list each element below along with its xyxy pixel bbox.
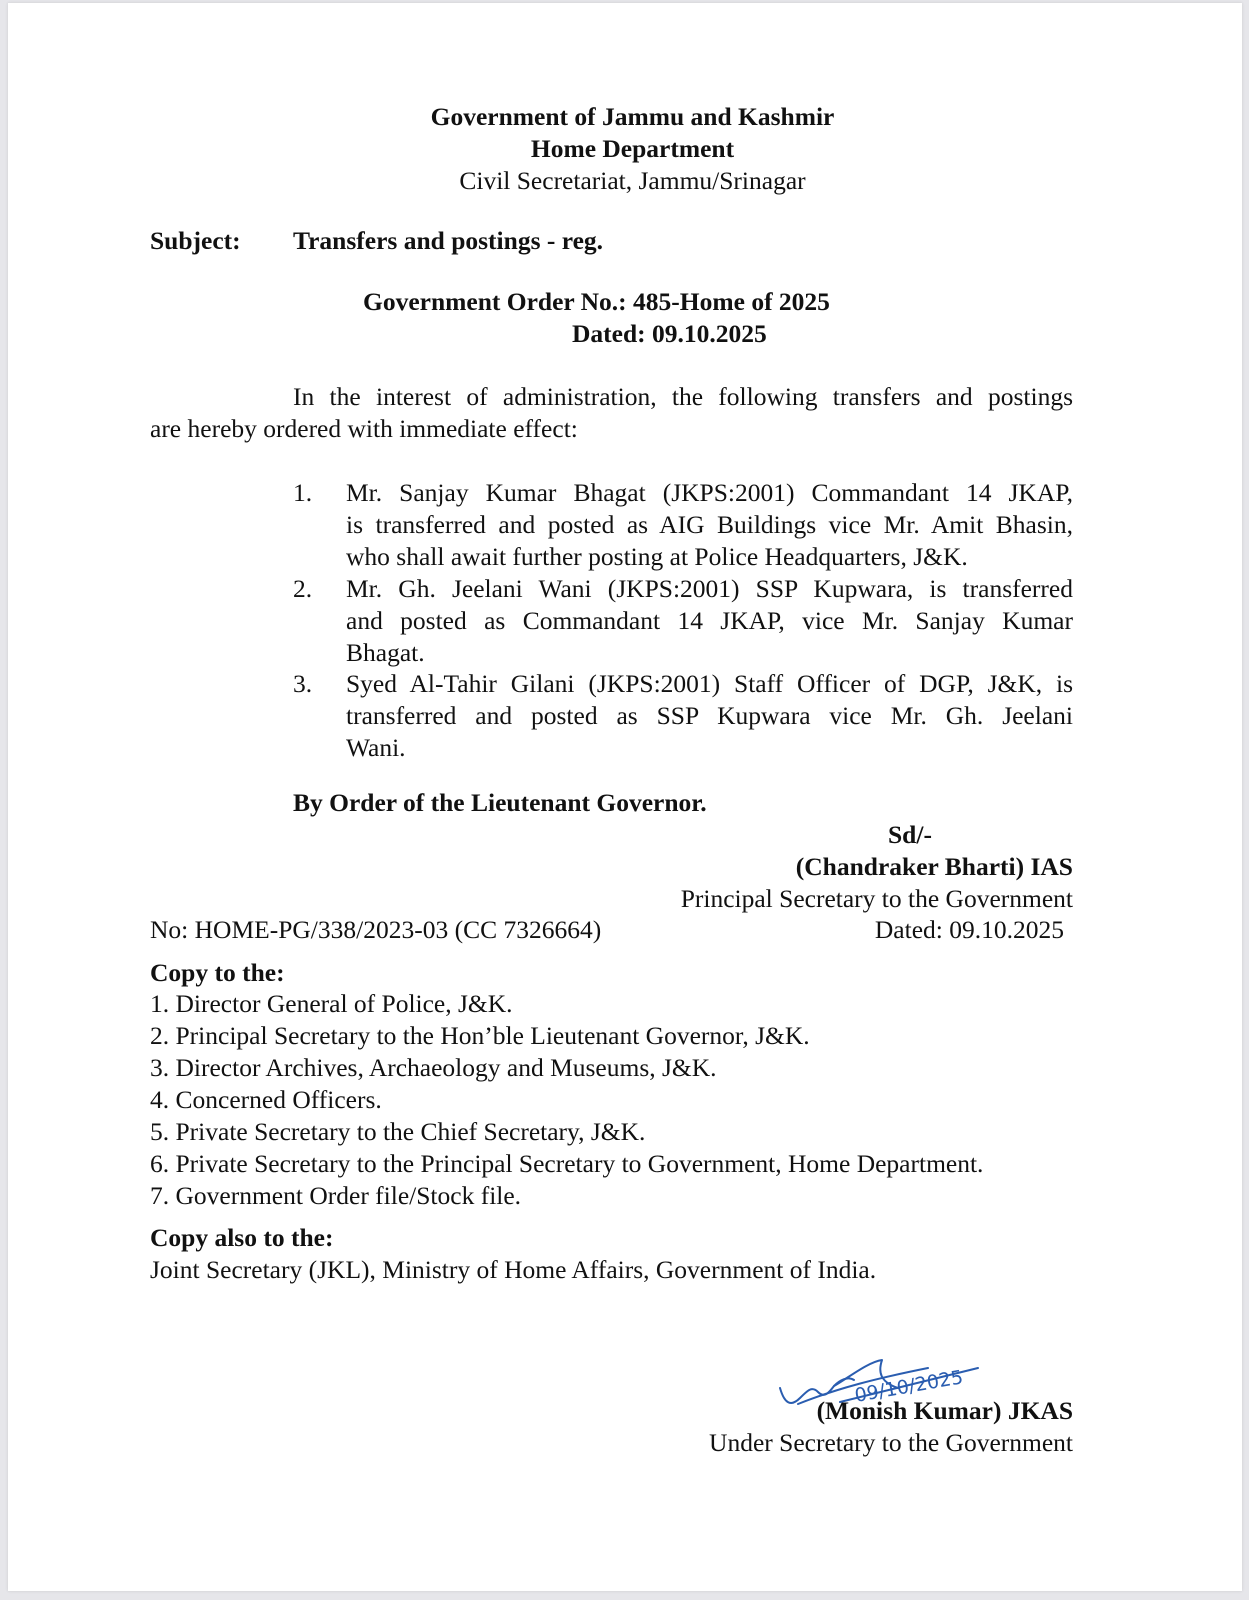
order-date: Dated: 09.10.2025 [572, 319, 767, 348]
transfer-number: 1. [293, 478, 313, 507]
attesting-officer-name: (Monish Kumar) JKAS [816, 1396, 1073, 1425]
intro-line-2: are hereby ordered with immediate effect: [150, 414, 578, 443]
copy-to-item: 5. Private Secretary to the Chief Secretary, J&K. [150, 1117, 646, 1146]
transfer-line: Syed Al-Tahir Gilani (JKPS:2001) Staff Officer of DGP, J&K, is [346, 669, 1073, 698]
transfer-line: who shall await further posting at Police Headquarters, J&K. [346, 542, 968, 571]
copy-to-item: 6. Private Secretary to the Principal Secretary to Government, Home Department. [150, 1149, 984, 1178]
government-heading: Government of Jammu and Kashmir [430, 102, 835, 131]
department-heading: Home Department [530, 134, 735, 163]
signed-mark: Sd/- [888, 820, 932, 849]
copy-to-item: 2. Principal Secretary to the Hon’ble Lieutenant Governor, J&K. [150, 1021, 810, 1050]
copy-to-item: 7. Government Order file/Stock file. [150, 1181, 522, 1210]
intro-line-1: In the interest of administration, the following transfers and postings [293, 382, 1073, 411]
copy-to-item: 1. Director General of Police, J&K. [150, 989, 513, 1018]
signatory-name: (Chandraker Bharti) IAS [795, 852, 1073, 881]
transfer-number: 3. [293, 669, 313, 698]
reference-number: No: HOME-PG/338/2023-03 (CC 7326664) [150, 915, 602, 944]
subject-text: Transfers and postings - reg. [293, 226, 604, 255]
transfer-line: Mr. Sanjay Kumar Bhagat (JKPS:2001) Commandant 14 JKAP, [346, 478, 1073, 507]
copy-to-item: 3. Director Archives, Archaeology and Museums, J&K. [150, 1053, 717, 1082]
document-page [8, 3, 1242, 1591]
copy-also-to-recipient: Joint Secretary (JKL), Ministry of Home Affairs, Government of India. [150, 1255, 877, 1284]
transfer-line: and posted as Commandant 14 JKAP, vice Mr. Sanjay Kumar [346, 606, 1073, 635]
signatory-date: Dated: 09.10.2025 [874, 915, 1064, 944]
copy-also-to-heading: Copy also to the: [150, 1223, 334, 1252]
signatory-designation: Principal Secretary to the Government [680, 884, 1073, 913]
transfer-line: is transferred and posted as AIG Buildings vice Mr. Amit Bhasin, [346, 510, 1073, 539]
subject-label: Subject: [150, 226, 241, 255]
order-number: Government Order No.: 485-Home of 2025 [363, 287, 830, 316]
transfer-line: Wani. [346, 733, 406, 762]
transfer-line: Bhagat. [346, 638, 425, 667]
transfer-number: 2. [293, 574, 313, 603]
attesting-officer-designation: Under Secretary to the Government [709, 1428, 1073, 1457]
transfer-line: transferred and posted as SSP Kupwara vice Mr. Gh. Jeelani [346, 701, 1073, 730]
handwritten-date: 09/10/2025 [853, 1366, 965, 1407]
office-address: Civil Secretariat, Jammu/Srinagar [459, 166, 806, 195]
copy-to-heading: Copy to the: [150, 958, 285, 987]
copy-to-item: 4. Concerned Officers. [150, 1085, 382, 1114]
authority-statement: By Order of the Lieutenant Governor. [293, 788, 707, 817]
transfer-line: Mr. Gh. Jeelani Wani (JKPS:2001) SSP Kupwara, is transferred [346, 574, 1073, 603]
